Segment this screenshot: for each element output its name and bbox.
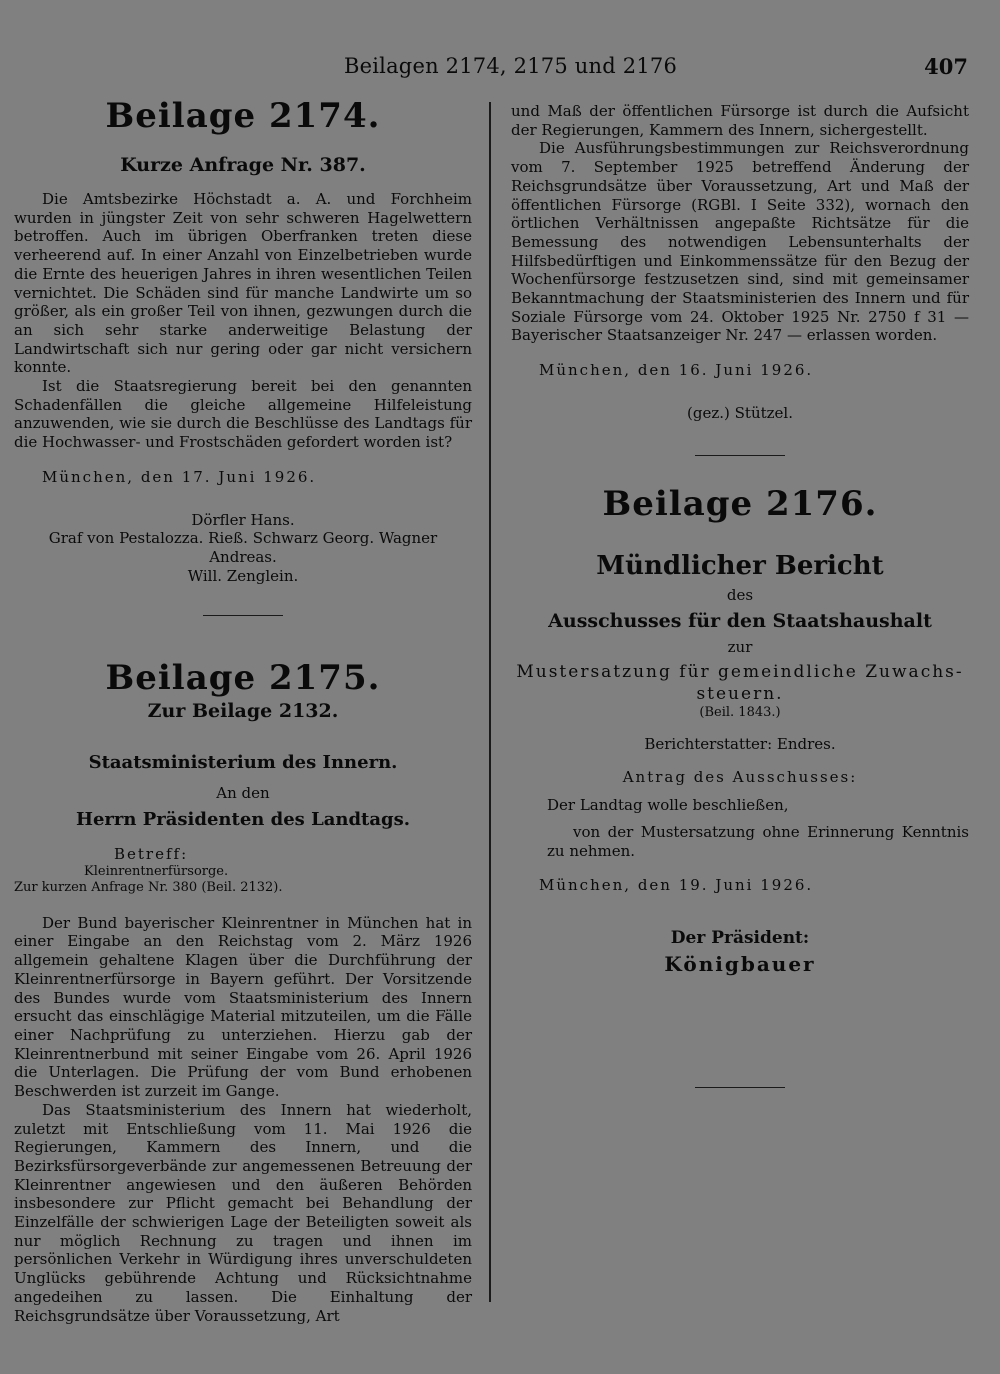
ministry-heading: Staatsministerium des Innern. (88, 752, 398, 774)
page-number: 407 (924, 54, 968, 79)
subject-line: Mustersatzung für gemeindliche Zuwachs- (516, 661, 964, 682)
beilage-2176-title: Beilage 2176. (602, 483, 878, 524)
betreff-subject: Kleinrentnerfürsorge. (84, 863, 229, 879)
running-head: Beilagen 2174, 2175 und 2176 (344, 54, 678, 78)
zur-line: zur (727, 638, 753, 657)
right-column (511, 102, 969, 1088)
beilage-2174-place-date: München, den 17. Juni 1926. (42, 467, 317, 486)
beilage-2174-paragraph: Ist die Staatsregierung bereit bei den genannten Schadenfällen die gleiche allgemeine Hilfeleistung anzuwenden, wie sie durch die Beschlüsse des Landtags für die Hochwasser- und Frostschäden gefordert worden ist? (14, 377, 472, 452)
left-column (14, 92, 472, 1325)
motion-text: von der Mustersatzung ohne Erinnerung Kenntnis zu nehmen. (547, 823, 969, 860)
page-header (0, 54, 1000, 84)
des-line: des (726, 585, 754, 604)
beilage-2174-signer: Graf von Pestalozza. Rieß. Schwarz Georg. Wagner Andreas. (48, 529, 438, 566)
subject-reference: (Beil. 1843.) (699, 704, 781, 720)
beilage-2175-title: Beilage 2175. (105, 658, 381, 699)
report-heading: Mündlicher Bericht (596, 550, 884, 581)
beilage-2174-paragraph: Die Amtsbezirke Höchstadt a. A. und Forchheim wurden in jüngster Zeit von sehr schweren Hagelwettern betroffen. Auch im übrigen Oberfranken treten diese verheerend auf. In einer Anzahl von Einzelbetrieben wurde die Ernte des heuerigen Jahres in ihren wesentlichen Teilen vernichtet. Die Schäden sind für manche Landwirte um so größer, als ein großer Teil von ihnen, gezwungen durch die an sich sehr starke anderweitige Belastung der Landwirtschaft sich nur gering oder gar nicht versichern konnte. (14, 190, 472, 377)
beilage-2175-place-date: München, den 16. Juni 1926. (539, 361, 814, 380)
subject-line: steuern. (696, 683, 784, 704)
beilage-2174-signer: Dörfler Hans. (191, 510, 295, 529)
beilage-2175-signature: (gez.) Stützel. (687, 403, 793, 422)
section-divider (203, 615, 283, 616)
beilage-2175-paragraph: Die Ausführungsbestimmungen zur Reichsverordnung vom 7. September 1925 betreffend Änderung der Reichsgrundsätze über Voraussetzung, Art und Maß der öffentlichen Fürsorge (RGBl. I Seite 332), wornach den örtlichen Verhältnissen angepaßte Richtsätze für die Bemessung des notwendigen Lebensunterhalts der Hilfsbedürftigen und Einkommenssätze für den Bezug der Wochenfürsorge festzusetzen sind, sind mit gemeinsamer Bekanntmachung der Staatsministerien des Innern und für Soziale Fürsorge vom 24. Oktober 1925 Nr. 2750 f 31 — Bayerischer Staatsanzeiger Nr. 247 — erlassen worden. (511, 139, 969, 345)
betreff-reference: Zur kurzen Anfrage Nr. 380 (Beil. 2132). (14, 879, 283, 895)
betreff-label: Betreff: (114, 845, 189, 864)
beilage-2176-place-date: München, den 19. Juni 1926. (539, 876, 814, 895)
beilage-2174-subtitle: Kurze Anfrage Nr. 387. (120, 154, 366, 176)
recipient-heading: Herrn Präsidenten des Landtags. (75, 809, 411, 831)
rapporteur: Berichterstatter: Endres. (644, 734, 836, 753)
motion-label: Antrag des Ausschusses: (622, 767, 858, 786)
committee-heading: Ausschusses für den Staatshaushalt (548, 610, 932, 633)
president-label: Der Präsident: (670, 928, 810, 949)
beilage-2175-continuation: und Maß der öffentlichen Fürsorge ist durch die Aufsicht der Regierungen, Kammern des Innern, sichergestellt. (511, 102, 969, 139)
beilage-2174-title: Beilage 2174. (105, 96, 381, 136)
beilage-2175-subtitle: Zur Beilage 2132. (147, 700, 339, 723)
section-divider (695, 1087, 785, 1088)
section-divider (695, 455, 785, 456)
president-name: Königbauer (664, 952, 816, 977)
address-line: An den (216, 784, 270, 803)
beilage-2174-signer: Will. Zenglein. (187, 566, 299, 585)
column-rule (489, 102, 491, 1302)
beilage-2175-paragraph: Der Bund bayerischer Kleinrentner in München hat in einer Eingabe an den Reichstag vom 2. März 1926 allgemein gehaltene Klagen über die Durchführung der Kleinrentnerfürsorge in Bayern geführt. Der Vorsitzende des Bundes wurde vom Staatsministerium des Innern ersucht das einschlägige Material mitzuteilen, um die Fälle einer Nachprüfung zu unterziehen. Hierzu gab der Kleinrentnerbund mit seiner Eingabe vom 26. April 1926 die Unterlagen. Die Prüfung der vom Bund erhobenen Beschwerden ist zurzeit im Gange. (14, 913, 472, 1101)
motion-intro: Der Landtag wolle beschließen, (547, 796, 789, 815)
beilage-2175-paragraph: Das Staatsministerium des Innern hat wiederholt, zuletzt mit Entschließung vom 11. Mai 1926 die Regierungen, Kammern des Innern, und die Bezirksfürsorgeverbände zur angemessenen Betreuung der Kleinrentner angewiesen und den äußeren Behörden insbesondere zur Pflicht gemacht bei Behandlung der Einzelfälle der schwierigen Lage der Beteiligten soweit als nur möglich Rechnung zu tragen und ihnen im persönlichen Verkehr in Würdigung ihres unverschuldeten Unglücks gebührende Achtung und Rücksichtnahme angedeihen zu lassen. Die Einhaltung der Reichsgrundsätze über Voraussetzung, Art (14, 1100, 472, 1325)
